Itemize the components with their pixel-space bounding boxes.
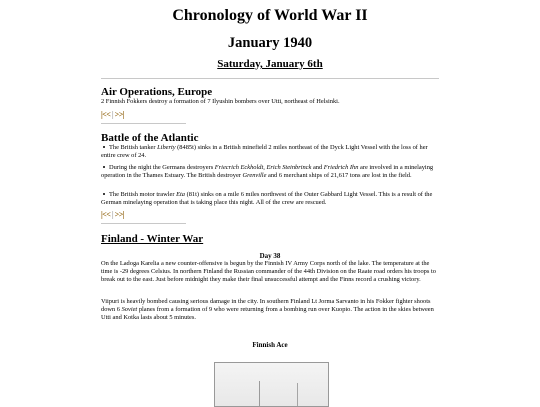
- next-link[interactable]: >>|: [114, 110, 125, 119]
- prev-link[interactable]: |<<: [101, 210, 111, 219]
- section-heading-finland: Finland - Winter War: [101, 233, 204, 245]
- nav-links-2: [101, 210, 124, 219]
- finland-para-2: Viipuri is heavily bombed causing serious damage in the city. In southern Finland Lt Jorma Sarvanto in his Fokker fighter shoots down 6 Soviet planes from a formation of 9 who were returning from a bombing run over Kuopio. The action in the skies between Utti and Kotka lasts about 5 minutes.: [101, 298, 434, 321]
- list-item: The British motor trawler Eta (81t) sinks on a mile 6 miles northwest of the Outer Gabbard Light Vessel. This is a result of the German minelaying operation that is taking place this night. All of the crew are rescued.: [101, 191, 433, 206]
- air-text: 2 Finnish Fokkers destroy a formation of 7 Ilyushin bombers over Utti, northeast of Helsinki.: [101, 98, 340, 105]
- photo-caption: Finnish Ace: [252, 341, 288, 349]
- nav-separator: |: [111, 110, 114, 119]
- month-heading: January 1940: [227, 35, 313, 51]
- nav-separator: |: [111, 210, 114, 219]
- section-heading-atlantic: Battle of the Atlantic: [101, 132, 199, 144]
- divider: [101, 78, 439, 79]
- list-item: During the night the Germans destroyers Friecrich Eckholdt, Erich Steinbrinck and Friedrich Ihn are involved in a minelaying operation in the Thames Estuary. The British destroyer Grenville and 6 merchant ships of 21,617 tons are lost in the field.: [101, 164, 434, 179]
- nav-links-1: [101, 110, 124, 119]
- prev-link[interactable]: |<<: [101, 110, 111, 119]
- list-item: The British tanker Liberty (8485t) sinks in a British minefield 2 miles northeast of the Dyck Light Vessel with the loss of her entire crew of 24.: [101, 144, 428, 159]
- divider: [101, 123, 186, 124]
- day-label: Day 38: [259, 252, 281, 260]
- photo: [214, 362, 329, 407]
- section-heading-air: Air Operations, Europe: [101, 86, 213, 98]
- date-heading: Saturday, January 6th: [217, 58, 323, 70]
- next-link[interactable]: >>|: [114, 210, 125, 219]
- page-title: Chronology of World War II: [172, 7, 368, 24]
- finland-para-1: On the Ladoga Karelia a new counter-offensive is begun by the Finnish IV Army Corps north of the lake. The temperature at the time is -29 degrees Celsius. In northern Finland the Russian commander of the 44th Division on the Raate road orders his troops to break out to the east. Just before midnight they make their final unsuccessful attempt and the Finns record a crushing victory.: [101, 260, 436, 283]
- divider: [101, 223, 186, 224]
